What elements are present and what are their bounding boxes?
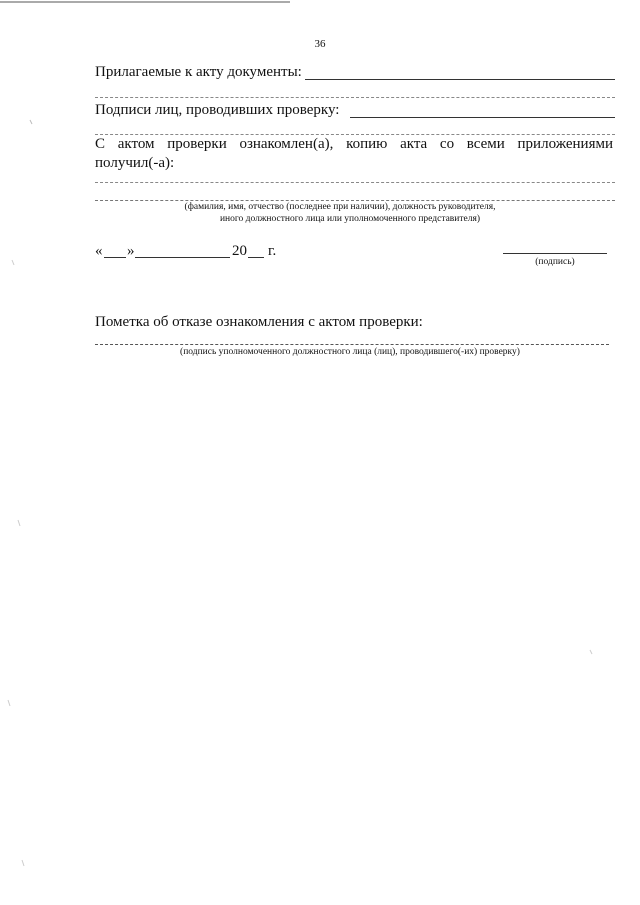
date-year-suffix: г. (268, 243, 277, 259)
attached-documents-extra-line (95, 97, 615, 98)
signature-fill-line (503, 253, 607, 254)
refusal-label: Пометка об отказе ознакомления с актом проверки: (95, 314, 423, 330)
acquainted-caption-line1: (фамилия, имя, отчество (последнее при наличии), должность руководителя, (184, 202, 496, 212)
refusal-caption: (подпись уполномоченного должностного лица (лиц), проводившего(-их) проверку) (180, 347, 520, 357)
date-day-fill (104, 257, 126, 258)
signatures-label: Подписи лиц, проводивших проверку: (95, 102, 340, 118)
acquainted-fill-line-2 (95, 200, 615, 201)
date-open-quote: « (95, 243, 103, 259)
refusal-fill-line (95, 344, 609, 345)
acquainted-text-line2: получил(-а): (95, 155, 175, 171)
signature-caption: (подпись) (535, 257, 575, 267)
date-close-quote: » (127, 243, 135, 259)
signatures-fill-line (350, 117, 615, 118)
signatures-extra-line (95, 134, 615, 135)
date-year-prefix: 20 (232, 243, 247, 259)
acquainted-caption-line2: иного должностного лица или уполномоченного представителя) (219, 214, 481, 224)
page-number: 36 (314, 38, 326, 50)
attached-documents-label: Прилагаемые к акту документы: (95, 64, 302, 80)
date-year-fill (248, 257, 264, 258)
date-month-fill (135, 257, 230, 258)
attached-documents-fill-line (305, 79, 615, 80)
acquainted-fill-line-1 (95, 182, 615, 183)
acquainted-text-line1: С актом проверки ознакомлен(а), копию акта со всеми приложениями (95, 136, 613, 152)
